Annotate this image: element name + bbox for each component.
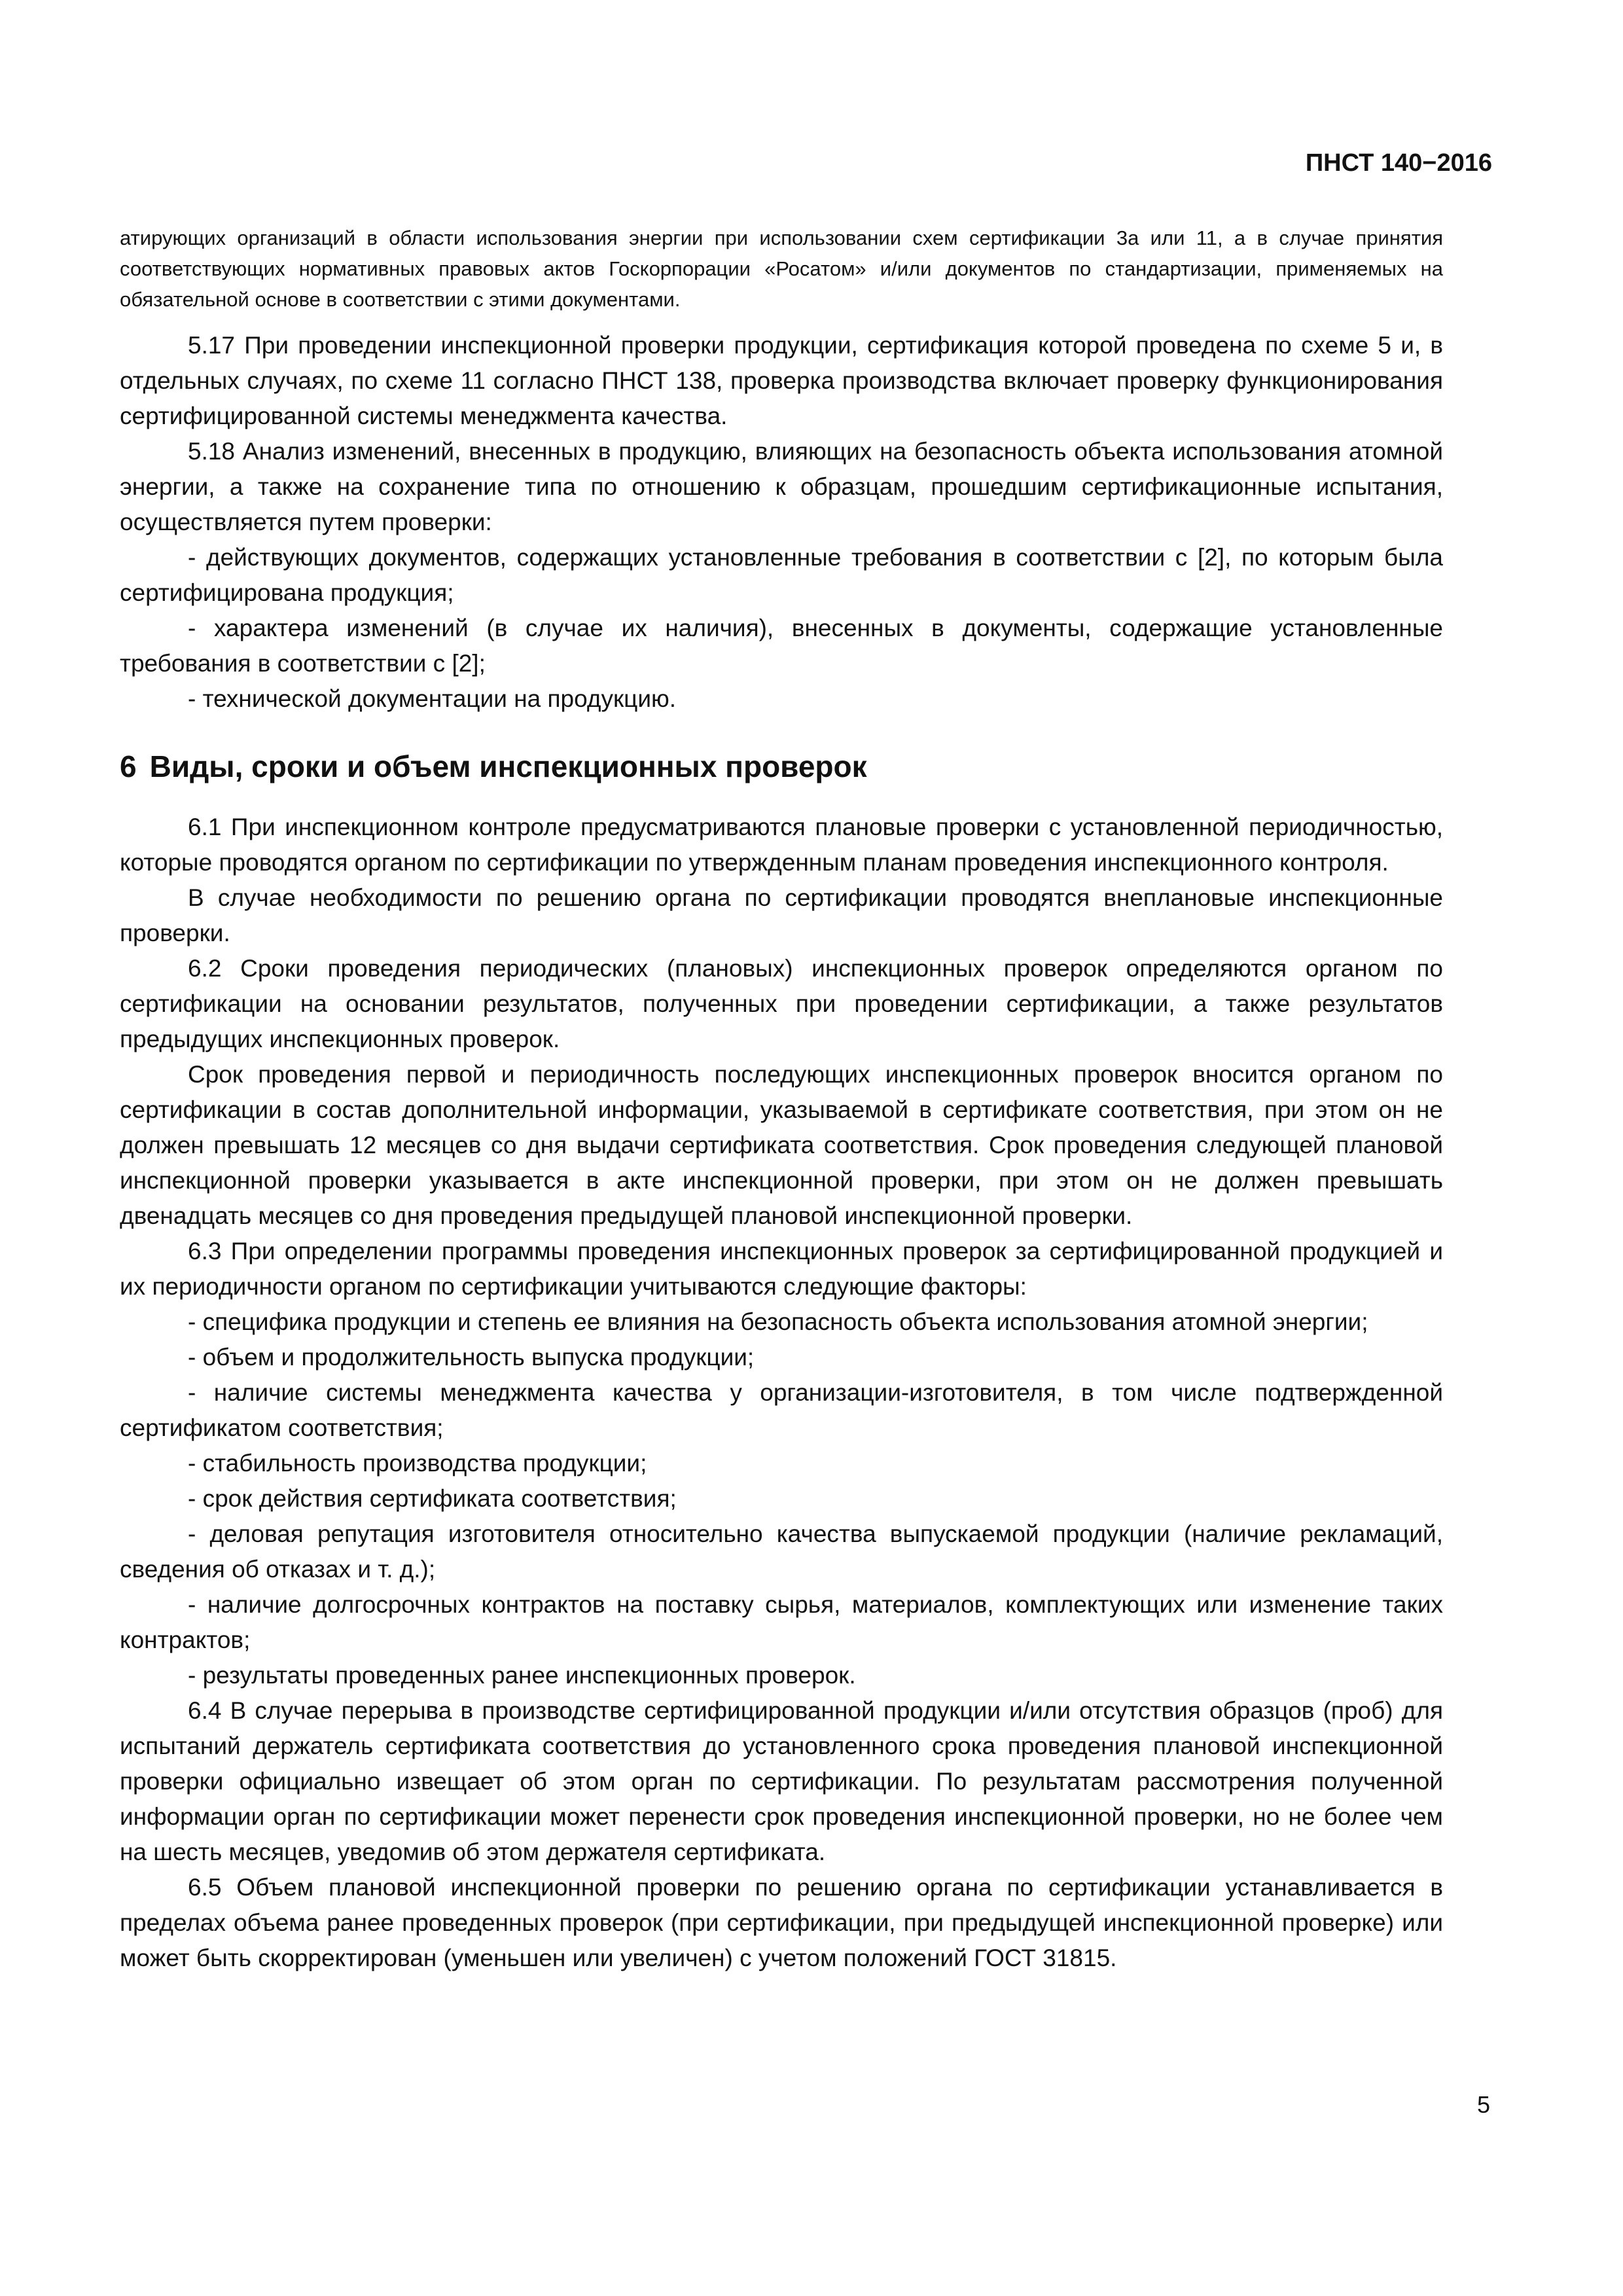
- document-code-header: ПНСТ 140−2016: [1305, 149, 1492, 177]
- paragraph-6-5: 6.5 Объем плановой инспекционной проверки по решению органа по сертификации устанавливается в пределах объема ранее проведенных проверок (при сертификации, при предыдущей инспекционной проверке) или может быть скорректирован (уменьшен или увеличен) с учетом положений ГОСТ 31815.: [120, 1874, 1443, 1971]
- paragraph: В случае необходимости по решению органа по сертификации проводятся внеплановые инспекционные проверки.: [120, 884, 1443, 946]
- paragraph-6-1: 6.1 При инспекционном контроле предусматриваются плановые проверки с установленной периодичностью, которые проводятся органом по сертификации по утвержденным планам проведения инспекционного контроля.: [120, 814, 1443, 876]
- intro-fragment: атирующих организаций в области использования энергии при использовании схем сертификации 3а или 11, а в случае принятия соответствующих нормативных правовых актов Госкорпорации «Росатом» и/или документов по стандартизации, применяемых на обязательной основе в соответствии с этими документами.: [120, 226, 1443, 311]
- section-title: Виды, сроки и объем инспекционных проверок: [149, 749, 867, 783]
- paragraph-6-4: 6.4 В случае перерыва в производстве сертифицированной продукции и/или отсутствия образцов (проб) для испытаний держатель сертификата соответствия до установленного срока проведения плановой инспекционной проверки официально извещает об этом орган по сертификации. По результатам рассмотрения полученной информации орган по сертификации может перенести срок проведения инспекционной проверки, но не более чем на шесть месяцев, уведомив об этом держателя сертификата.: [120, 1697, 1443, 1865]
- list-item: - результаты проведенных ранее инспекционных проверок.: [188, 1662, 856, 1689]
- list-item: - технической документации на продукцию.: [188, 685, 677, 712]
- list-item: - срок действия сертификата соответствия;: [188, 1485, 677, 1512]
- list-item: - стабильность производства продукции;: [188, 1450, 647, 1477]
- paragraph-6-2: 6.2 Сроки проведения периодических (плановых) инспекционных проверок определяются органом по сертификации на основании результатов, полученных при проведении сертификации, а также результатов предыдущих инспекционных проверок.: [120, 955, 1443, 1052]
- paragraph-5-17: 5.17 При проведении инспекционной проверки продукции, сертификация которой проведена по схеме 5 и, в отдельных случаях, по схеме 11 согласно ПНСТ 138, проверка производства включает проверку функционирования сертифицированной системы менеджмента качества.: [120, 332, 1443, 429]
- list-item: - специфика продукции и степень ее влияния на безопасность объекта использования атомной энергии;: [188, 1308, 1368, 1335]
- section-6-heading: [120, 747, 1443, 786]
- list-item: - действующих документов, содержащих установленные требования в соответствии с [2], по которым была сертифицирована продукция;: [120, 544, 1443, 606]
- paragraph-6-3: 6.3 При определении программы проведения инспекционных проверок за сертифицированной продукцией и их периодичности органом по сертификации учитываются следующие факторы:: [120, 1238, 1443, 1300]
- list-item: - объем и продолжительность выпуска продукции;: [188, 1344, 755, 1371]
- document-body: [120, 223, 1443, 1976]
- list-item: - деловая репутация изготовителя относительно качества выпускаемой продукции (наличие рекламаций, сведения об отказах и т. д.);: [120, 1520, 1443, 1583]
- list-item: - характера изменений (в случае их наличия), внесенных в документы, содержащие установленные требования в соответствии с [2];: [120, 615, 1443, 677]
- paragraph-5-18: 5.18 Анализ изменений, внесенных в продукцию, влияющих на безопасность объекта использования атомной энергии, а также на сохранение типа по отношению к образцам, прошедшим сертификационные испытания, осуществляется путем проверки:: [120, 438, 1443, 535]
- list-item: - наличие системы менеджмента качества у организации-изготовителя, в том числе подтвержденной сертификатом соответствия;: [120, 1379, 1443, 1441]
- list-item: - наличие долгосрочных контрактов на поставку сырья, материалов, комплектующих или изменение таких контрактов;: [120, 1591, 1443, 1653]
- page-number: 5: [1476, 2091, 1490, 2118]
- section-number: 6: [120, 749, 137, 783]
- paragraph: Срок проведения первой и периодичность последующих инспекционных проверок вносится органом по сертификации в состав дополнительной информации, указываемой в сертификате соответствия, при этом он не должен превышать 12 месяцев со дня выдачи сертификата соответствия. Срок проведения следующей плановой инспекционной проверки указывается в акте инспекционной проверки, при этом он не должен превышать двенадцать месяцев со дня проведения предыдущей плановой инспекционной проверки.: [120, 1061, 1443, 1229]
